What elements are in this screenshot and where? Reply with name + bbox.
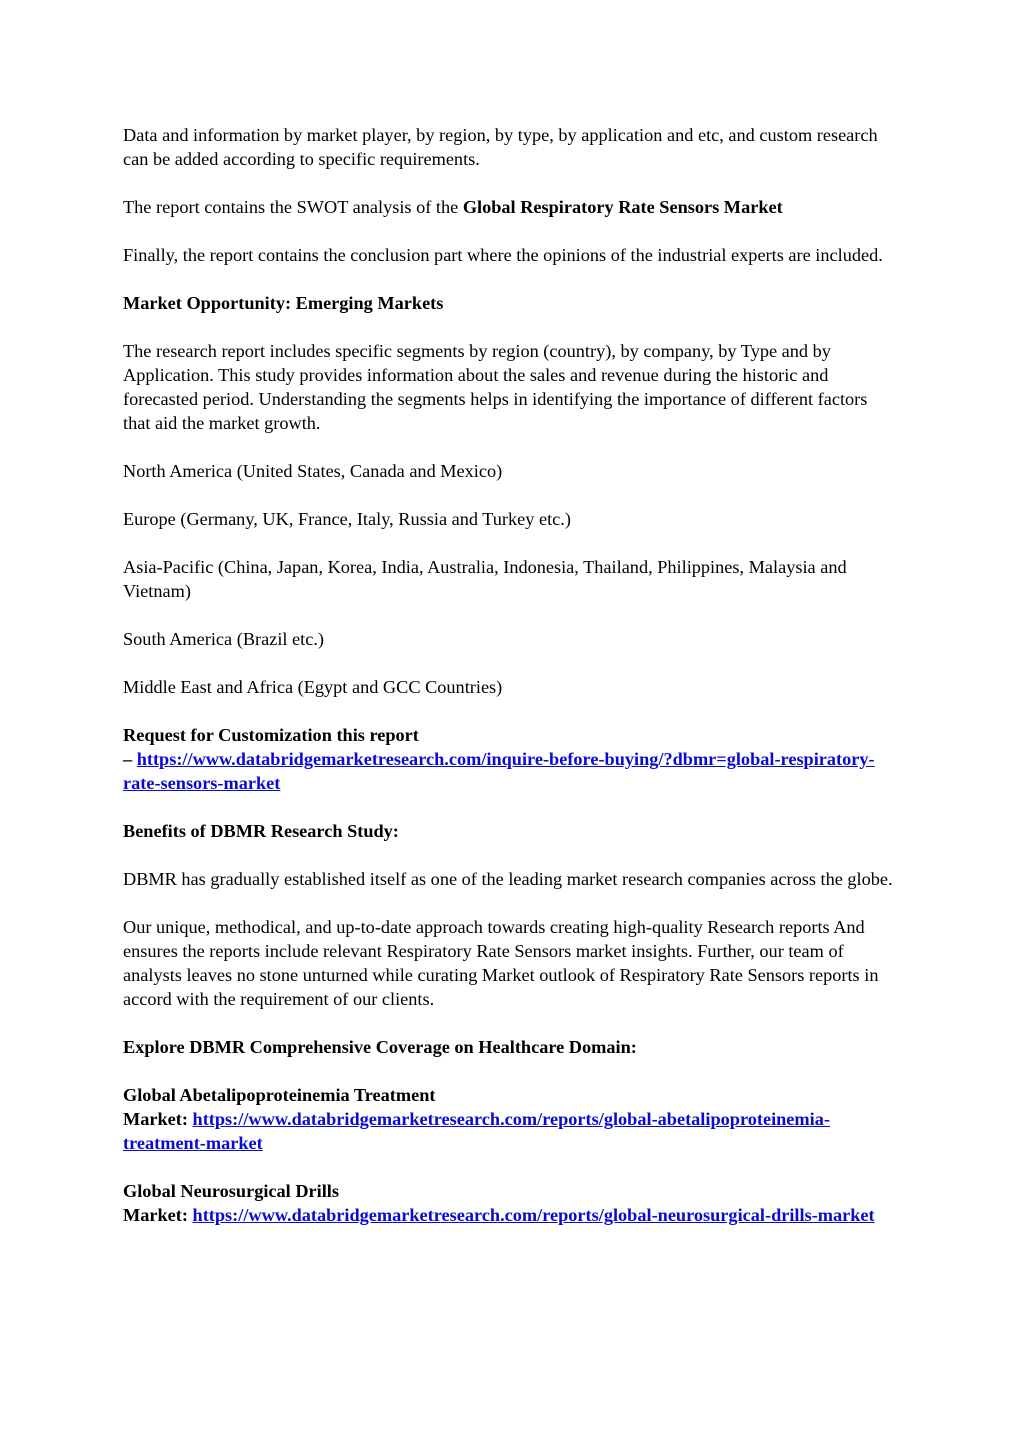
report-neurosurgical-drills: [123, 1179, 893, 1227]
region-middle-east-africa: Middle East and Africa (Egypt and GCC Countries): [123, 677, 503, 697]
region-north-america: North America (United States, Canada and Mexico): [123, 461, 503, 481]
intro-paragraph: Data and information by market player, by region, by type, by application and etc, and custom research can be added according to specific requirements.: [123, 125, 878, 169]
region-south-america: South America (Brazil etc.): [123, 629, 325, 649]
segments-paragraph: The research report includes specific segments by region (country), by company, by Type and by Application. This study provides information about the sales and revenue during the historic and forecasted period. Understanding the segments helps in identifying the importance of different factors that aid the market growth.: [123, 341, 868, 433]
opportunity-heading: Market Opportunity: Emerging Markets: [123, 293, 444, 313]
report-link[interactable]: https://www.databridgemarketresearch.com/reports/global-neurosurgical-drills-market: [192, 1205, 875, 1225]
customization-dash: –: [123, 749, 137, 769]
swot-market-name: Global Respiratory Rate Sensors Market: [462, 197, 783, 217]
customization-heading: Request for Customization this report: [123, 725, 419, 745]
benefits-paragraph-2: Our unique, methodical, and up-to-date approach towards creating high-quality Research reports And ensures the reports include relevant Respiratory Rate Sensors market insights. Further, our team of analysts leaves no stone unturned while curating Market outlook of Respiratory Rate Sensors reports in accord with the requirement of our clients.: [123, 917, 879, 1009]
report-abetalipoproteinemia: [123, 1083, 893, 1155]
report-label: Market:: [123, 1205, 193, 1225]
report-title: Global Abetalipoproteinemia Treatment: [123, 1085, 436, 1105]
report-label: Market:: [123, 1109, 193, 1129]
document-page: [123, 123, 893, 1251]
report-link[interactable]: https://www.databridgemarketresearch.com/reports/global-abetalipoproteinemia-treatment-market: [123, 1109, 830, 1153]
customization-link[interactable]: https://www.databridgemarketresearch.com/inquire-before-buying/?dbmr=global-respiratory-rate-sensors-market: [123, 749, 875, 793]
conclusion-paragraph: Finally, the report contains the conclusion part where the opinions of the industrial experts are included.: [123, 245, 883, 265]
swot-prefix: The report contains the SWOT analysis of the: [123, 197, 463, 217]
benefits-heading: Benefits of DBMR Research Study:: [123, 821, 399, 841]
customization-section: [123, 723, 893, 795]
benefits-paragraph-1: DBMR has gradually established itself as one of the leading market research companies across the globe.: [123, 869, 893, 889]
region-europe: Europe (Germany, UK, France, Italy, Russia and Turkey etc.): [123, 509, 571, 529]
explore-heading: Explore DBMR Comprehensive Coverage on Healthcare Domain:: [123, 1037, 637, 1057]
report-title: Global Neurosurgical Drills: [123, 1181, 339, 1201]
region-asia-pacific: Asia-Pacific (China, Japan, Korea, India, Australia, Indonesia, Thailand, Philippines, Malaysia and Vietnam): [123, 557, 847, 601]
swot-paragraph: [123, 195, 893, 219]
